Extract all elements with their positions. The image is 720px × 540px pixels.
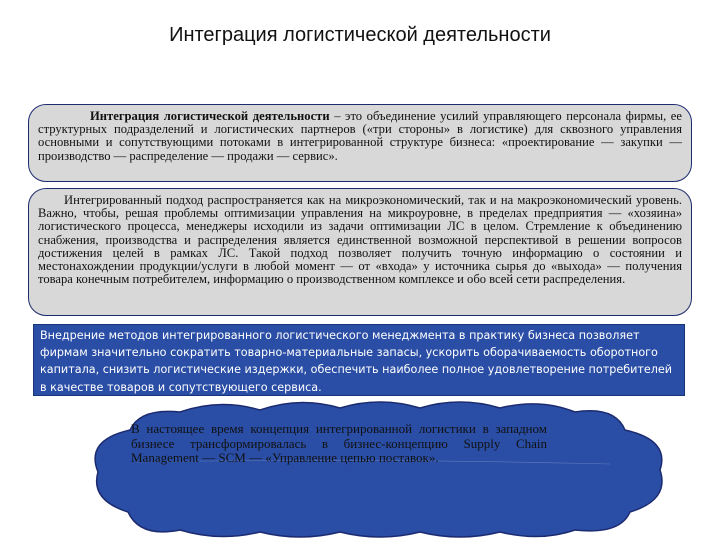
definition-text: – это объединение усилий управляющего персонала фирмы, ее структурных подразделений и логистических партнеров («три стороны» в логистике) для сквозного управления основными и сопутствующими потоками в интегрированной структуре бизнеса: «проектирование — закупки — производство — распределение — продажи — сервис». — [38, 109, 682, 163]
approach-text: Интегрированный подход распространяется как на микроэкономический, так и на макроэкономический уровень. Важно, чтобы, решая проблемы оптимизации управления на микроуровне, в пределах предприятия — «хозяина» логистического процесса, менеджеры исходили из задачи оптимизации ЛС в целом. Стремление к объединению снабжения, производства и распределения является единственной возможной перспективой в решении вопросов достижения целей в рамках ЛС. Такой подход позволяет получить точную информацию о состоянии и местонахождении продукции/услуги в любой момент — от «входа» у источника сырья до «выхода» — получения товара конечным потребителем, информацию о производственном комплексе и обо всей сети распределения. — [38, 193, 682, 287]
benefits-text: Внедрение методов интегрированного логистического менеджмента в практику бизнеса позволяет фирмам значительно сократить товарно-материальные запасы, ускорить оборачиваемость оборотного капитала, снизить логистические издержки, обеспечить наиболее полное удовлетворение потребителей в качестве товаров и сопутствующего сервиса. — [40, 329, 673, 394]
scm-cloud-text: В настоящее время концепция интегрированной логистики в западном бизнесе трансформировалась в бизнес-концепцию Supply Chain Management — SCM — «Управление цепью поставок». — [131, 421, 547, 466]
definition-term: Интеграция логистической деятельности — [90, 109, 330, 123]
definition-box — [28, 104, 692, 182]
slide-title: Интеграция логистической деятельности — [169, 24, 551, 46]
approach-box — [28, 188, 692, 316]
benefits-box — [33, 324, 685, 396]
